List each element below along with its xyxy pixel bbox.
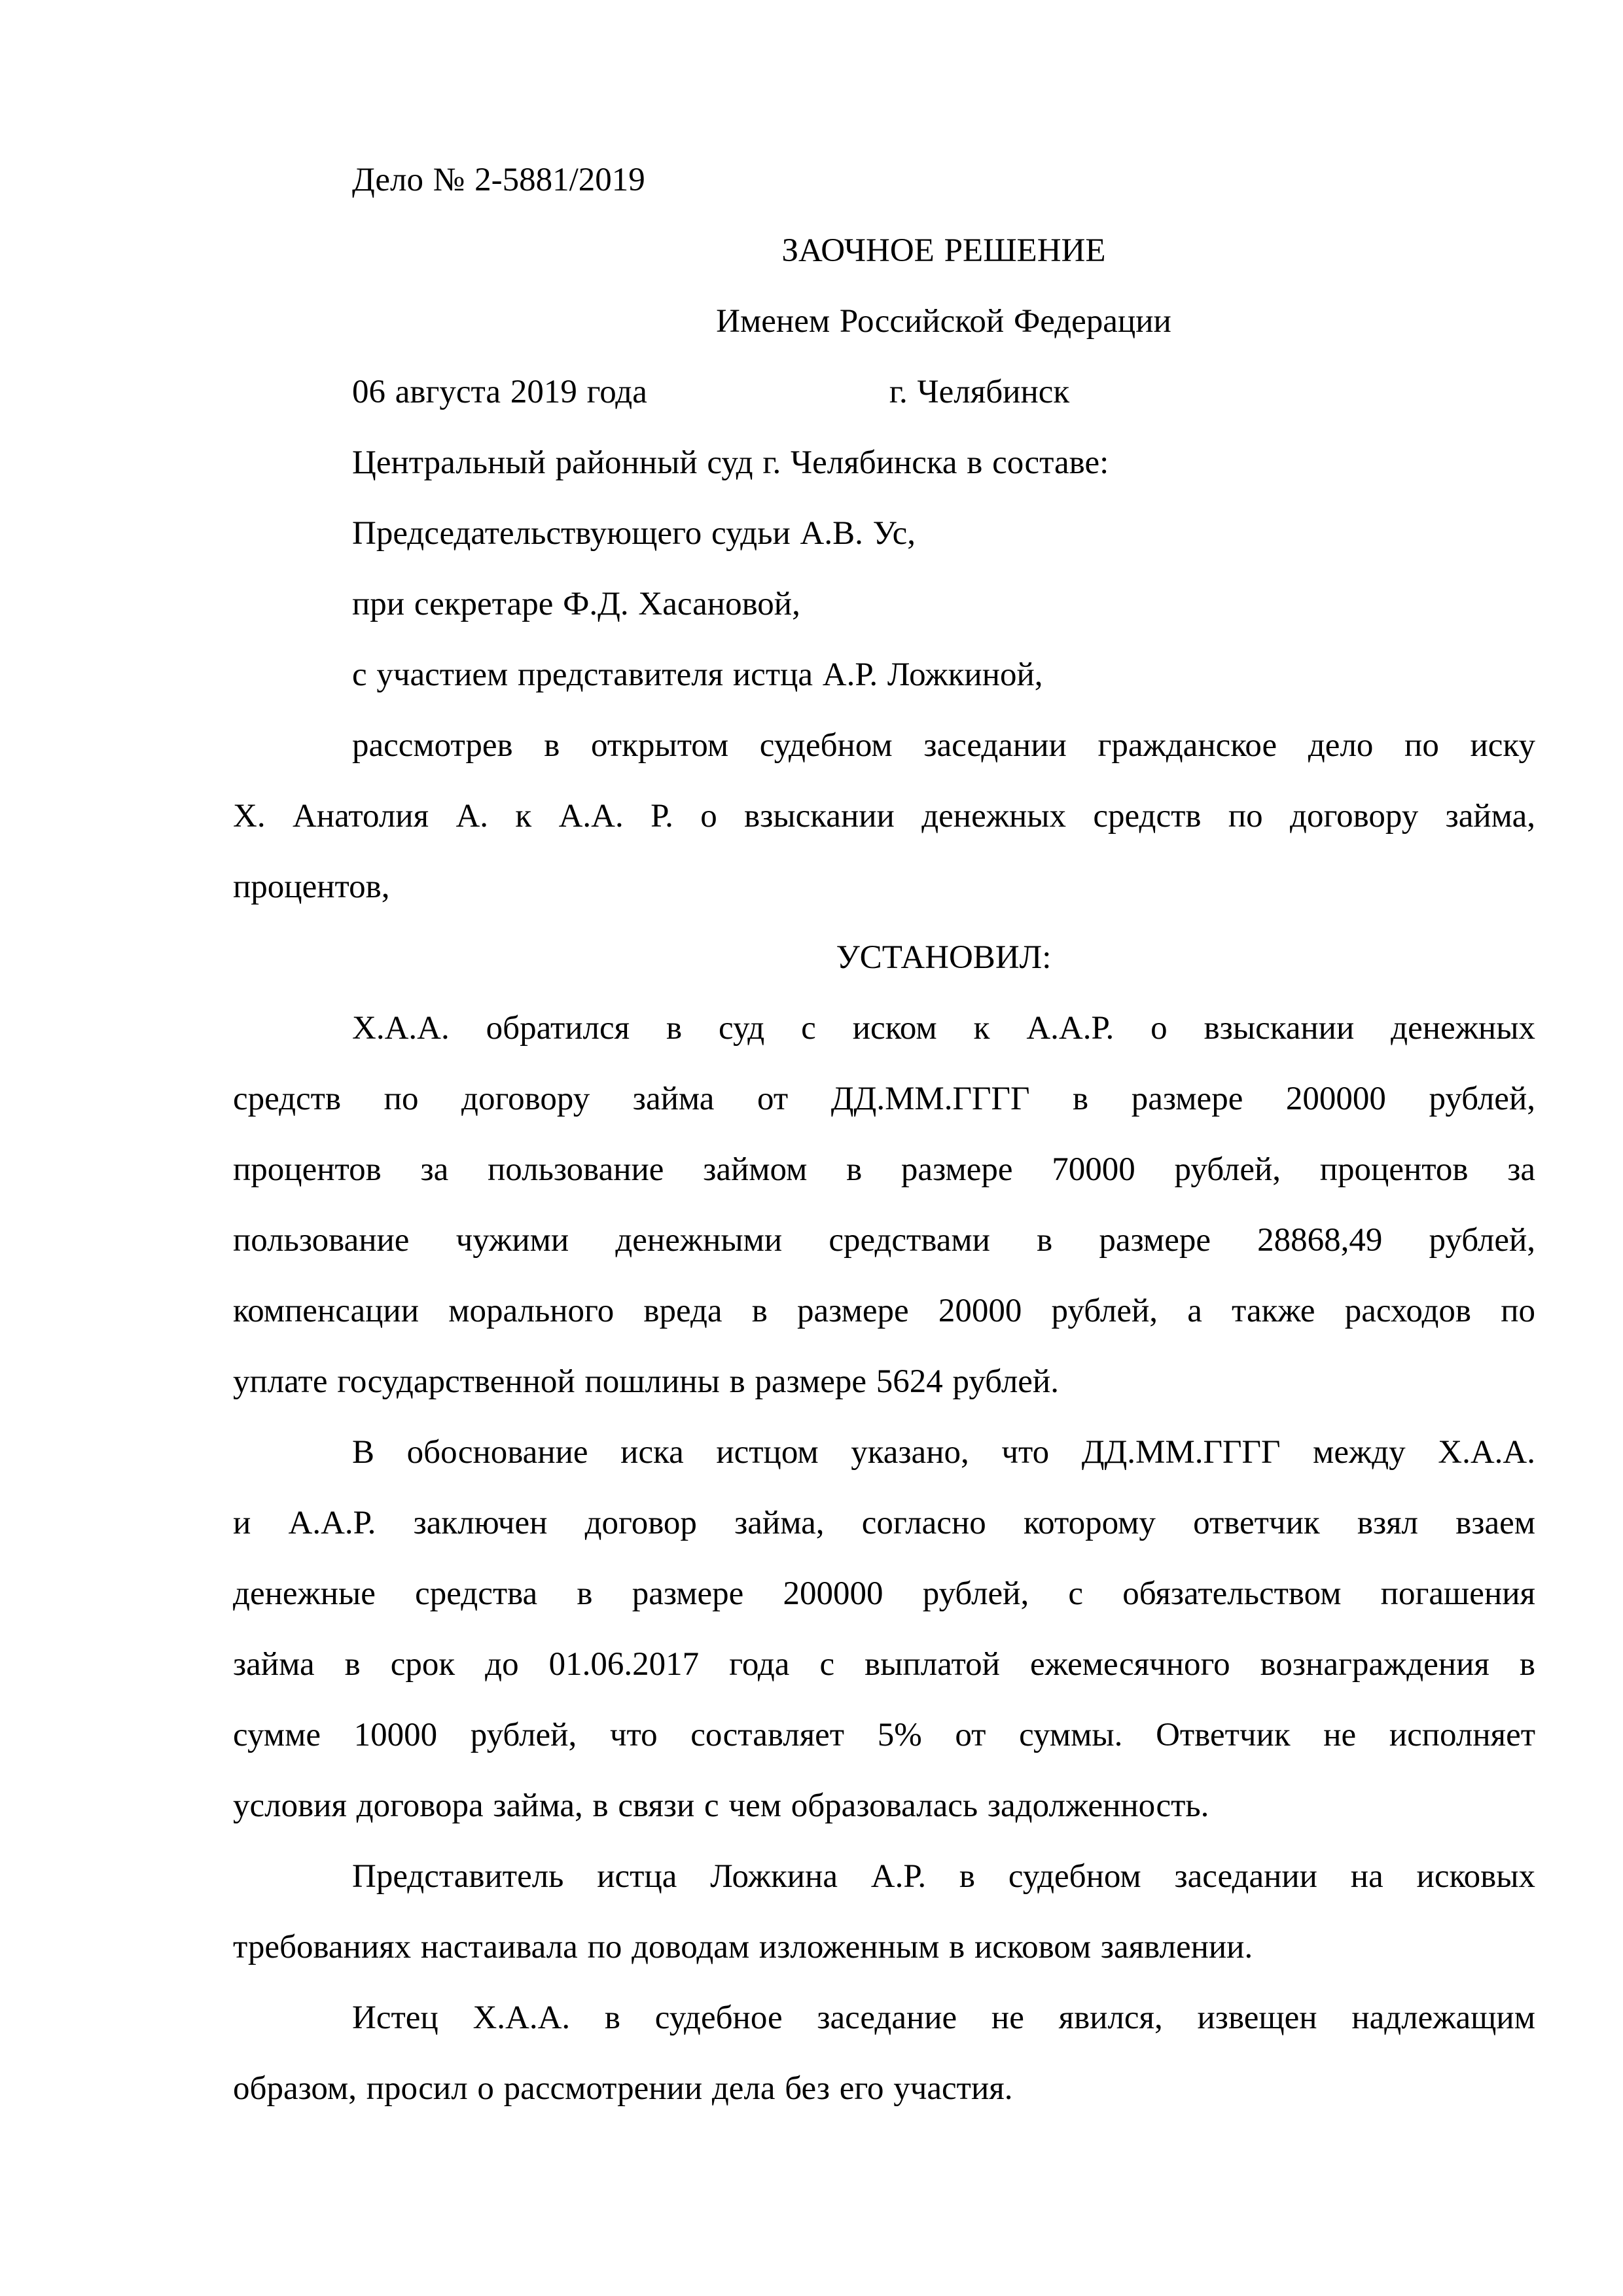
body-line: средств по договору займа от ДД.ММ.ГГГГ в размере 200000 рублей,: [233, 1081, 1535, 1117]
decision-title: ЗАОЧНОЕ РЕШЕНИЕ: [781, 232, 1106, 269]
body-line: и А.А.Р. заключен договор займа, согласно которому ответчик взял взаем: [233, 1505, 1535, 1541]
body-line: Истец Х.А.А. в судебное заседание не явился, извещен надлежащим: [352, 2000, 1535, 2036]
body-line: условия договора займа, в связи с чем образовалась задолженность.: [233, 1787, 1209, 1824]
body-line: В обоснование иска истцом указано, что ДД.ММ.ГГГГ между Х.А.А.: [352, 1434, 1535, 1471]
decision-city: г. Челябинск: [889, 374, 1070, 410]
resolution-heading: УСТАНОВИЛ:: [836, 939, 1052, 976]
secretary-line: при секретаре Ф.Д. Хасановой,: [352, 586, 800, 622]
body-line: денежные средства в размере 200000 рублей, с обязательством погашения: [233, 1575, 1535, 1612]
body-line: уплате государственной пошлины в размере 5624 рублей.: [233, 1363, 1059, 1400]
court-name-line: Центральный районный суд г. Челябинска в составе:: [352, 444, 1109, 481]
body-line: Представитель истца Ложкина А.Р. в судебном заседании на исковых: [352, 1858, 1535, 1895]
decision-date: 06 августа 2019 года: [352, 374, 647, 410]
body-line: сумме 10000 рублей, что составляет 5% от суммы. Ответчик не исполняет: [233, 1717, 1535, 1753]
claim-parties-line: Х. Анатолия А. к А.А. Р. о взыскании денежных средств по договору займа,: [233, 798, 1535, 834]
tab-spacer: [647, 402, 889, 403]
body-line: требованиях настаивала по доводам изложенным в исковом заявлении.: [233, 1929, 1253, 1965]
body-line: образом, просил о рассмотрении дела без его участия.: [233, 2070, 1013, 2107]
plaintiff-representative-line: с участием представителя истца А.Р. Ложкиной,: [352, 656, 1043, 693]
body-line: компенсации морального вреда в размере 20000 рублей, а также расходов по: [233, 1293, 1535, 1329]
case-review-line: рассмотрев в открытом судебном заседании гражданское дело по иску: [352, 727, 1535, 764]
claim-interest-line: процентов,: [233, 869, 390, 905]
body-line: Х.А.А. обратился в суд с иском к А.А.Р. о взыскании денежных: [352, 1010, 1535, 1047]
judge-line: Председательствующего судьи А.В. Ус,: [352, 515, 916, 552]
case-number: Дело № 2-5881/2019: [352, 162, 645, 198]
decision-subtitle: Именем Российской Федерации: [716, 303, 1171, 340]
body-line: процентов за пользование займом в размере 70000 рублей, процентов за: [233, 1151, 1535, 1188]
body-line: пользование чужими денежными средствами в размере 28868,49 рублей,: [233, 1222, 1535, 1259]
date-city-line: [233, 357, 1535, 427]
body-line: займа в срок до 01.06.2017 года с выплатой ежемесячного вознаграждения в: [233, 1646, 1535, 1683]
